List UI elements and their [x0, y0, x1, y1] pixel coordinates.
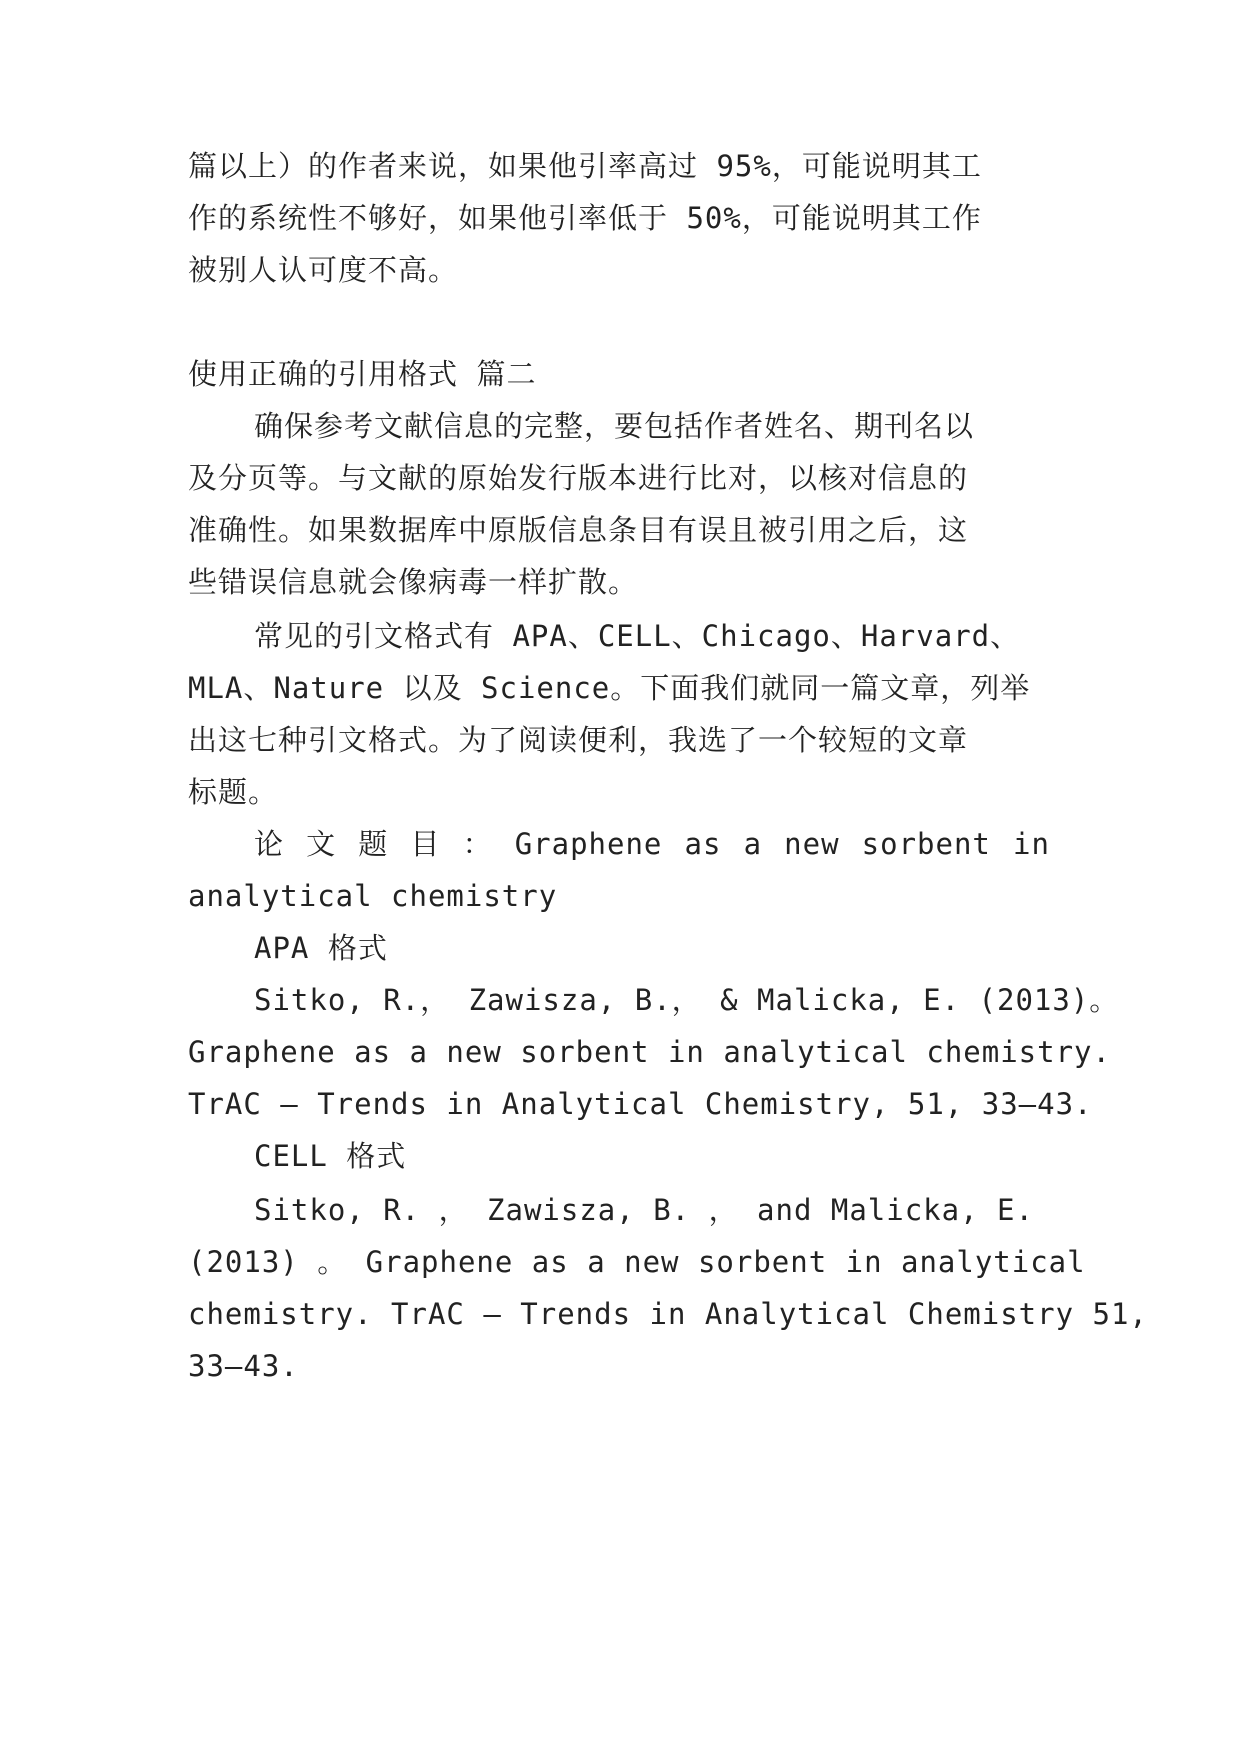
title-word: Graphene: [514, 827, 663, 861]
paragraph-line: 作的系统性不够好，如果他引率低于 50%，可能说明其工作: [188, 201, 982, 235]
citation-line: 33–43.: [188, 1349, 299, 1383]
paragraph-line: analytical chemistry: [188, 879, 558, 913]
paper-title-line: [254, 824, 1050, 864]
section-heading: 使用正确的引用格式 篇二: [188, 357, 537, 391]
citation-line: Graphene as a new sorbent in analytical chemistry.: [188, 1035, 1111, 1069]
title-word: a: [743, 827, 763, 861]
title-word: in: [1013, 827, 1050, 861]
paragraph-line: 些错误信息就会像病毒一样扩散。: [188, 565, 639, 599]
paragraph-line: 常见的引文格式有 APA、CELL、Chicago、Harvard、: [254, 619, 1021, 653]
paragraph-line: 出这七种引文格式。为了阅读便利，我选了一个较短的文章: [188, 723, 969, 757]
title-word: as: [684, 827, 722, 861]
citation-line: Sitko, R.， Zawisza, B.， & Malicka, E. (2013)。: [254, 983, 1120, 1017]
paragraph-line: MLA、Nature 以及 Science。下面我们就同一篇文章，列举: [188, 671, 1031, 705]
paragraph-line: 及分页等。与文献的原始发行版本进行比对，以核对信息的: [188, 461, 969, 495]
citation-line: chemistry. TrAC – Trends in Analytical Chemistry 51,: [188, 1297, 1148, 1331]
title-word: 目: [410, 827, 441, 861]
citation-line: Sitko, R. ， Zawisza, B. ， and Malicka, E.: [254, 1193, 1034, 1227]
title-word: 题: [358, 827, 389, 861]
title-word: 文: [306, 827, 337, 861]
title-word: ：: [462, 827, 493, 861]
format-heading-cell: CELL 格式: [254, 1139, 407, 1173]
format-heading-apa: APA 格式: [254, 931, 388, 965]
title-word: new: [784, 827, 840, 861]
paragraph-line: 准确性。如果数据库中原版信息条目有误且被引用之后，这: [188, 513, 969, 547]
title-word: 论: [254, 827, 285, 861]
paragraph-line: 篇以上）的作者来说，如果他引率高过 95%，可能说明其工: [188, 149, 982, 183]
paragraph-line: 被别人认可度不高。: [188, 253, 459, 287]
citation-line: TrAC – Trends in Analytical Chemistry, 51, 33–43.: [188, 1087, 1093, 1121]
citation-line: (2013) 。 Graphene as a new sorbent in analytical: [188, 1245, 1086, 1279]
title-word: sorbent: [861, 827, 991, 861]
paragraph-line: 确保参考文献信息的完整，要包括作者姓名、期刊名以: [254, 409, 975, 443]
paragraph-line: 标题。: [188, 775, 279, 809]
